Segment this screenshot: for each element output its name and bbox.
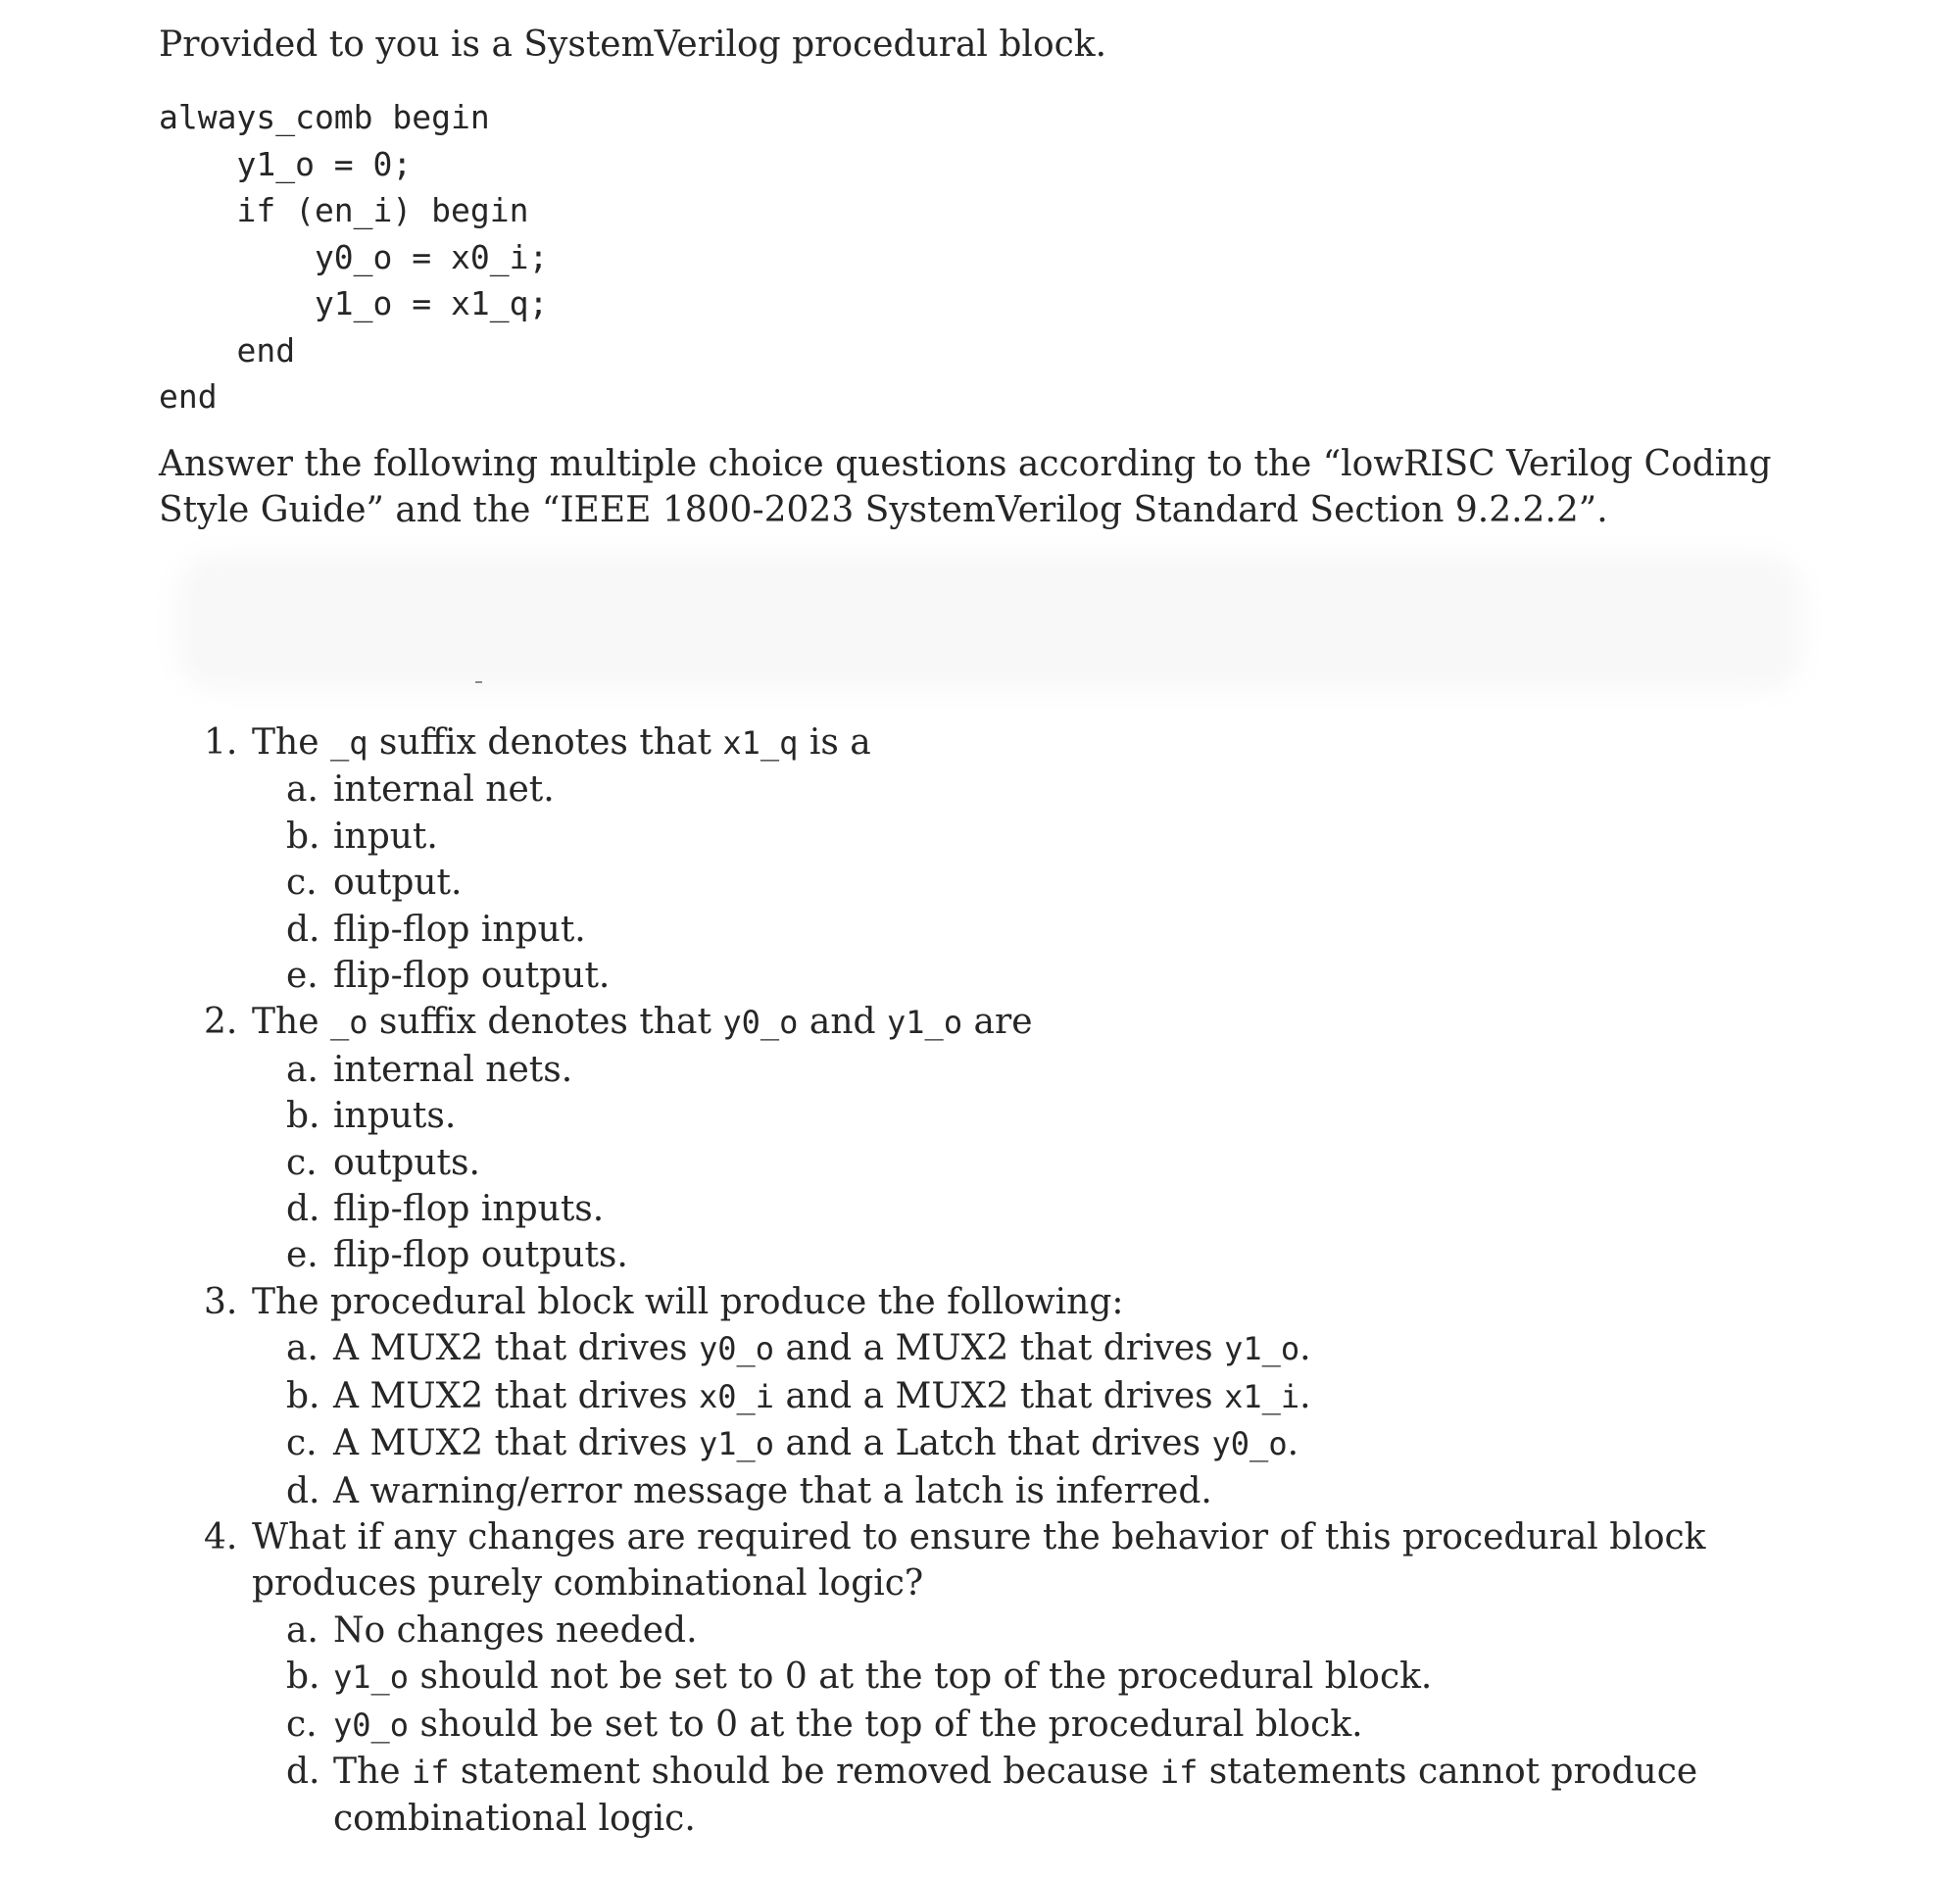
option-3a[interactable]: a. A MUX2 that drives y0_o and a MUX2 that drives y1_o. <box>286 1328 1311 1369</box>
blurred-region <box>176 554 1803 691</box>
option-1e[interactable]: e. flip-flop output. <box>286 956 611 997</box>
question-1 <box>204 719 1772 999</box>
option-3b[interactable]: b. A MUX2 that drives x0_i and a MUX2 that drives x1_i. <box>286 1375 1311 1416</box>
option-1d[interactable]: d. flip-flop input. <box>286 909 586 950</box>
question-2 <box>204 999 1772 1278</box>
option-2b[interactable]: b. inputs. <box>286 1096 457 1137</box>
code-line: always_comb begin <box>159 98 490 136</box>
option-2d[interactable]: d. flip-flop inputs. <box>286 1189 605 1230</box>
option-4d[interactable]: d. The if statement should be removed because if statements cannot produce combinational logic. <box>286 1751 1698 1840</box>
code-line: end <box>159 330 296 370</box>
code-line: end <box>159 377 218 416</box>
blurred-mark <box>475 681 482 683</box>
instruction-text: Answer the following multiple choice questions according to the “lowRISC Verilog Coding Style Guide” and the “IEEE 1800-2023 SystemVerilog Standard Section 9.2.2.2”. <box>159 444 1772 530</box>
question-3 <box>204 1279 1772 1514</box>
option-4b[interactable]: b. y1_o should not be set to 0 at the top of the procedural block. <box>286 1656 1433 1698</box>
question-list <box>204 719 1772 1843</box>
question-stem: The procedural block will produce the following: <box>252 1281 1124 1322</box>
question-stem: The _o suffix denotes that y0_o and y1_o are <box>252 1002 1033 1043</box>
question-4 <box>204 1514 1772 1843</box>
code-line: y1_o = x1_q; <box>159 284 549 322</box>
option-1a[interactable]: a. internal net. <box>286 769 555 811</box>
question-number: 2. <box>204 1002 238 1043</box>
code-line: y0_o = x0_i; <box>159 237 549 276</box>
code-line: y1_o = 0; <box>159 144 413 183</box>
code-line: if (en_i) begin <box>159 191 529 229</box>
question-stem: What if any changes are required to ensure the behavior of this procedural block produces purely combinational logic? <box>252 1516 1706 1605</box>
option-3d[interactable]: d. A warning/error message that a latch is inferred. <box>286 1470 1212 1511</box>
question-number: 4. <box>204 1516 238 1557</box>
option-4c[interactable]: c. y0_o should be set to 0 at the top of the procedural block. <box>286 1704 1363 1745</box>
question-number: 3. <box>204 1281 238 1322</box>
option-1c[interactable]: c. output. <box>286 863 463 904</box>
question-stem: The _q suffix denotes that x1_q is a <box>252 722 871 763</box>
option-2a[interactable]: a. internal nets. <box>286 1049 573 1090</box>
code-block <box>159 94 548 420</box>
question-number: 1. <box>204 722 238 763</box>
option-2c[interactable]: c. outputs. <box>286 1142 480 1183</box>
option-2e[interactable]: e. flip-flop outputs. <box>286 1235 628 1276</box>
intro-text: Provided to you is a SystemVerilog procedural block. <box>159 25 1107 65</box>
option-4a[interactable]: a. No changes needed. <box>286 1609 698 1651</box>
option-1b[interactable]: b. input. <box>286 815 438 857</box>
option-3c[interactable]: c. A MUX2 that drives y1_o and a Latch that drives y0_o. <box>286 1423 1299 1464</box>
